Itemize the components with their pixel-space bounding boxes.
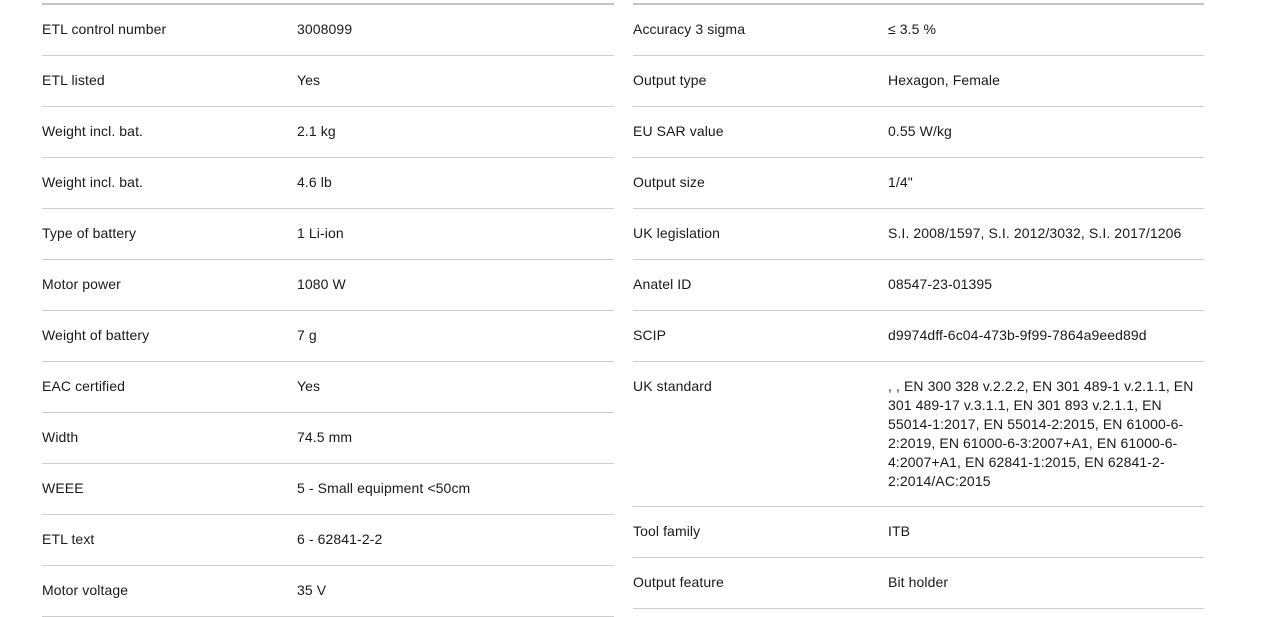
spec-row <box>633 107 1204 158</box>
spec-value: Bit holder <box>888 574 949 590</box>
spec-row <box>633 507 1204 558</box>
spec-table-right <box>633 3 1204 609</box>
spec-row <box>42 260 614 311</box>
spec-row <box>42 413 614 464</box>
spec-row <box>42 209 614 260</box>
spec-label: UK legislation <box>633 225 720 241</box>
spec-row <box>42 158 614 209</box>
spec-label: EAC certified <box>42 378 125 394</box>
spec-row <box>42 362 614 413</box>
spec-label: UK standard <box>633 378 712 394</box>
spec-table-left <box>42 3 614 617</box>
spec-value: S.I. 2008/1597, S.I. 2012/3032, S.I. 2017/1206 <box>888 225 1182 241</box>
spec-value: 2.1 kg <box>297 123 336 139</box>
spec-value: 0.55 W/kg <box>888 123 952 139</box>
spec-row <box>42 107 614 158</box>
spec-value: 6 - 62841-2-2 <box>297 531 383 547</box>
spec-value: , , EN 300 328 v.2.2.2, EN 301 489-1 v.2.1.1, EN 301 489-17 v.3.1.1, EN 301 893 v.2.1.1, EN 55014-1:2017, EN 55014-2:2015, EN 61000-6-2:2019, EN 61000-6-3:2007+A1, EN 61000-6-4:2007+A1, EN 62841-1:2015, EN 62841-2-2:2014/AC:2015 <box>888 378 1194 489</box>
spec-label: Anatel ID <box>633 276 692 292</box>
spec-value: 7 g <box>297 327 317 343</box>
spec-row <box>633 158 1204 209</box>
spec-row <box>42 566 614 617</box>
spec-label: EU SAR value <box>633 123 724 139</box>
spec-value: ≤ 3.5 % <box>888 21 937 37</box>
spec-label: Width <box>42 429 79 445</box>
spec-value: 1 Li-ion <box>297 225 344 241</box>
spec-value: 1080 W <box>297 276 346 292</box>
spec-label: Weight incl. bat. <box>42 123 144 139</box>
spec-label: ETL listed <box>42 72 105 88</box>
spec-value: ITB <box>888 523 911 539</box>
spec-row <box>633 311 1204 362</box>
spec-label: WEEE <box>42 480 84 496</box>
spec-label: Tool family <box>633 523 701 539</box>
spec-row <box>633 56 1204 107</box>
spec-label: Output type <box>633 72 707 88</box>
spec-value: 1/4" <box>888 174 913 190</box>
spec-label: ETL text <box>42 531 95 547</box>
spec-row <box>633 362 1204 507</box>
spec-label: Motor voltage <box>42 582 129 598</box>
spec-row <box>633 209 1204 260</box>
spec-row <box>633 260 1204 311</box>
spec-value: 4.6 lb <box>297 174 332 190</box>
spec-value: Yes <box>297 378 321 394</box>
spec-value: 35 V <box>297 582 327 598</box>
spec-label: SCIP <box>633 327 667 343</box>
spec-row <box>42 311 614 362</box>
spec-row <box>42 515 614 566</box>
spec-value: 5 - Small equipment <50cm <box>297 480 471 496</box>
spec-label: Type of battery <box>42 225 137 241</box>
spec-row <box>633 558 1204 609</box>
spec-value: 08547-23-01395 <box>888 276 993 292</box>
spec-row <box>633 5 1204 56</box>
spec-row <box>42 464 614 515</box>
spec-label: Output feature <box>633 574 724 590</box>
spec-value: 3008099 <box>297 21 353 37</box>
spec-label: Output size <box>633 174 705 190</box>
spec-value: 74.5 mm <box>297 429 353 445</box>
spec-value: d9974dff-6c04-473b-9f99-7864a9eed89d <box>888 327 1147 343</box>
spec-label: Weight of battery <box>42 327 150 343</box>
spec-label: Weight incl. bat. <box>42 174 144 190</box>
spec-label: ETL control number <box>42 21 167 37</box>
spec-row <box>42 5 614 56</box>
spec-row <box>42 56 614 107</box>
spec-value: Yes <box>297 72 321 88</box>
spec-label: Motor power <box>42 276 121 292</box>
spec-label: Accuracy 3 sigma <box>633 21 746 37</box>
spec-value: Hexagon, Female <box>888 72 1001 88</box>
